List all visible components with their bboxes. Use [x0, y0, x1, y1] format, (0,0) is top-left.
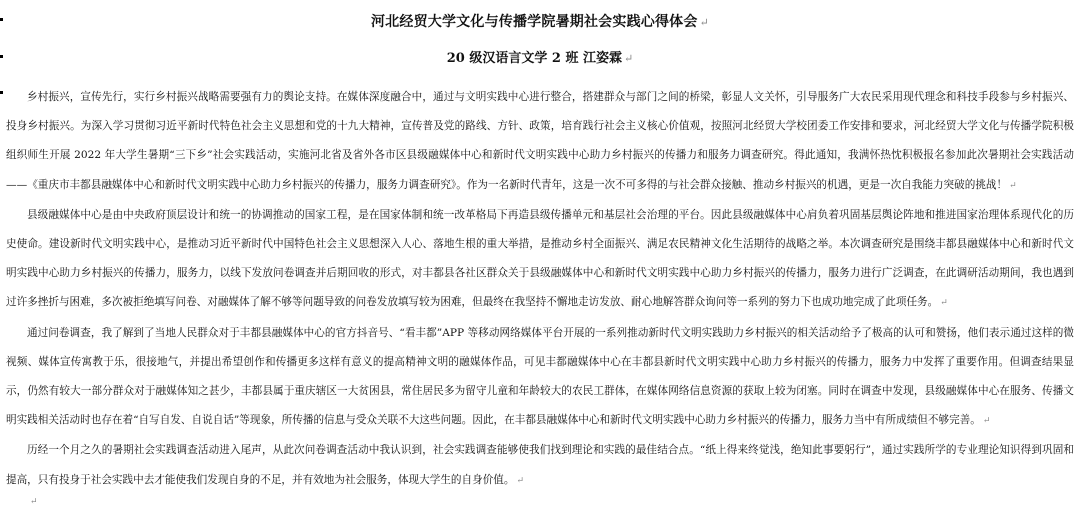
empty-paragraph-mark: ↵ [30, 497, 38, 507]
document-subtitle: 20 级汉语言文学 2 班 江姿霖 ↵ [446, 51, 634, 66]
document-title: 河北经贸大学文化与传播学院暑期社会实践心得体会 ↵ [370, 14, 710, 30]
document-body [6, 83, 1074, 496]
body-paragraph-4: 历经一个月之久的暑期社会实践调查活动进入尾声，从此次问卷调查活动中我认识到，社会实践调查能够使我们找到理论和实践的最佳结合点。“纸上得来终觉浅，绝知此事要躬行”，通过实践所学的专业理论知识得到巩固和提高，只有投身于社会实践中去才能使我们发现自身的不足，并有效地为社会服务，体现大学生的自身价值。 ↵ [6, 436, 1074, 495]
body-paragraph-3: 通过问卷调查，我了解到了当地人民群众对于丰都县融媒体中心的官方抖音号、“看丰都”APP 等移动网络媒体平台开展的一系列推动新时代文明实践助力乡村振兴的相关活动给予了极高的认可和赞扬，他们表示通过这样的微视频、媒体宣传寓教于乐，很接地气，并提出希望创作和传播更多这样有意义的提高精神文明的融媒体作品，可见丰都融媒体中心在丰都县新时代文明实践中心助力乡村振兴的传播力，服务力中发挥了重要作用。但调查结果显示，仍然有较大一部分群众对于融媒体知之甚少，丰都县属于重庆辖区一大贫困县，常住居民多为留守儿童和年龄较大的农民工群体，在媒体网络信息资源的获取上较为闭塞。同时在调查中发现，县级融媒体中心在服务、传播文明实践相关活动时也存在着“自写自发、自说自话”等现象，所传播的信息与受众关联不大这些问题。因此，在丰都县融媒体中心和新时代文明实践中心助力乡村振兴的传播力，服务力当中有所成绩但不够完善。 ↵ [6, 319, 1074, 437]
body-paragraph-1: 乡村振兴，宣传先行，实行乡村振兴战略需要强有力的舆论支持。在媒体深度融合中，通过与文明实践中心进行整合，搭建群众与部门之间的桥梁，彰显人文关怀，引导服务广大农民采用现代理念和科技手段参与乡村振兴、投身乡村振兴。为深入学习贯彻习近平新时代特色社会主义思想和党的十九大精神，宣传普及党的路线、方针、政策，培育践行社会主义核心价值观，按照河北经贸大学校团委工作安排和要求，河北经贸大学文化与传播学院积极组织师生开展 2022 年大学生暑期“三下乡”社会实践活动，实施河北省及省外各市区县级融媒体中心和新时代文明实践中心助力乡村振兴的传播力和服务力调查研究。得此通知，我满怀热忱积极报名参加此次暑期社会实践活动——《重庆市丰都县融媒体中心和新时代文明实践中心助力乡村振兴的传播力，服务力调查研究》。作为一名新时代青年，这是一次不可多得的与社会群众接触、推动乡村振兴的机遇，更是一次自我能力突破的挑战！ ↵ [6, 83, 1074, 201]
paragraph-marker [0, 91, 3, 94]
body-paragraph-2: 县级融媒体中心是由中央政府顶层设计和统一的协调推动的国家工程，是在国家体制和统一改革格局下再造县级传播单元和基层社会治理的平台。因此县级融媒体中心肩负着巩固基层舆论阵地和推进国家治理体系现代化的历史使命。建设新时代文明实践中心，是推动习近平新时代中国特色社会主义思想深入人心、落地生根的重大举措，是推动乡村全面振兴、满足农民精神文化生活期待的战略之举。本次调查研究是围绕丰都县融媒体中心和新时代文明实践中心助力乡村振兴的传播力，服务力，以线下发放问卷调查并后期回收的形式，对丰都县各社区群众关于县级融媒体中心和新时代文明实践中心助力乡村振兴的传播力，服务力进行广泛调查，在此调研活动期间，我也遇到过许多挫折与困难，多次被拒绝填写问卷、对融媒体了解不够等问题导致的问卷发放填写较为困难，但最终在我坚持不懈地走访发放、耐心地解答群众询问等一系列的努力下也成功地完成了此项任务。 ↵ [6, 201, 1074, 319]
